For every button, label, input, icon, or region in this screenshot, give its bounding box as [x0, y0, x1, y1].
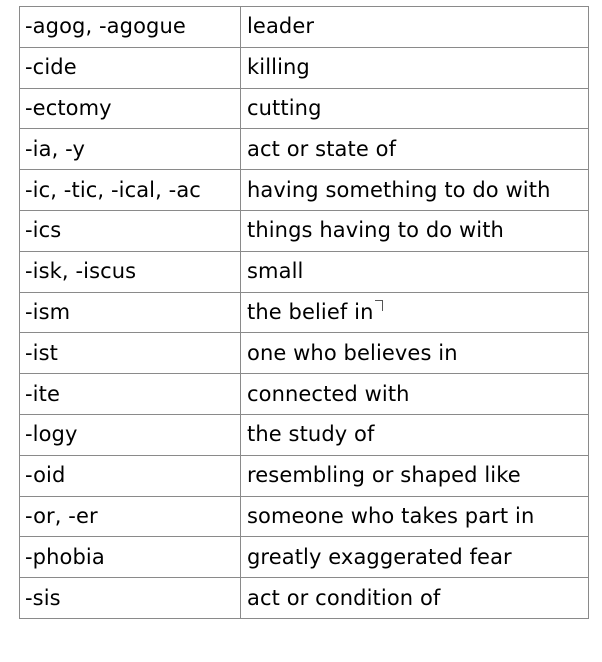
suffix-cell: -ite	[20, 374, 241, 415]
table-row	[20, 455, 589, 496]
meaning-cell: act or state of	[241, 129, 589, 170]
suffix-cell: -ist	[20, 333, 241, 374]
meaning-cell: killing	[241, 47, 589, 88]
table-row	[20, 374, 589, 415]
suffix-cell: -agog, -agogue	[20, 7, 241, 48]
table-row	[20, 210, 589, 251]
table-row	[20, 496, 589, 537]
table-row	[20, 537, 589, 578]
table-row	[20, 333, 589, 374]
meaning-cell: cutting	[241, 88, 589, 129]
meaning-cell: leader	[241, 7, 589, 48]
table-row	[20, 129, 589, 170]
meaning-cell	[241, 292, 589, 333]
suffix-cell: -phobia	[20, 537, 241, 578]
meaning-text: the belief in	[247, 299, 374, 324]
table-row	[20, 47, 589, 88]
suffix-cell: -sis	[20, 578, 241, 619]
meaning-cell: small	[241, 251, 589, 292]
meaning-cell: the study of	[241, 414, 589, 455]
table-row	[20, 88, 589, 129]
table-row	[20, 414, 589, 455]
meaning-cell: greatly exaggerated fear	[241, 537, 589, 578]
meaning-cell: things having to do with	[241, 210, 589, 251]
suffix-cell: -ia, -y	[20, 129, 241, 170]
meaning-cell: having something to do with	[241, 170, 589, 211]
suffix-cell: -ic, -tic, -ical, -ac	[20, 170, 241, 211]
cursor-icon	[375, 300, 383, 311]
meaning-cell: one who believes in	[241, 333, 589, 374]
suffix-cell: -logy	[20, 414, 241, 455]
table-row	[20, 292, 589, 333]
meaning-cell: resembling or shaped like	[241, 455, 589, 496]
meaning-cell: someone who takes part in	[241, 496, 589, 537]
suffix-cell: -isk, -iscus	[20, 251, 241, 292]
table-row	[20, 170, 589, 211]
suffix-table	[19, 6, 589, 619]
suffix-cell: -ism	[20, 292, 241, 333]
table-row	[20, 7, 589, 48]
suffix-cell: -ics	[20, 210, 241, 251]
meaning-cell: act or condition of	[241, 578, 589, 619]
meaning-cell: connected with	[241, 374, 589, 415]
table-row	[20, 578, 589, 619]
suffix-cell: -oid	[20, 455, 241, 496]
suffix-cell: -cide	[20, 47, 241, 88]
suffix-table-container	[19, 6, 588, 619]
suffix-cell: -or, -er	[20, 496, 241, 537]
suffix-cell: -ectomy	[20, 88, 241, 129]
table-row	[20, 251, 589, 292]
